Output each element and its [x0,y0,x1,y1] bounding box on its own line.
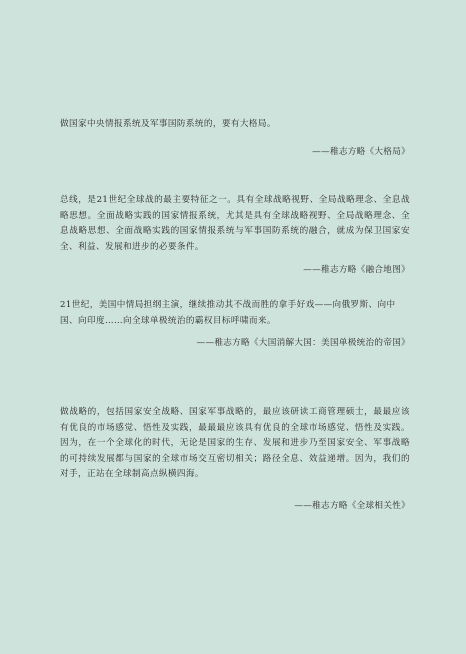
quote-attribution: ——稚志方略《全球相关性》 [294,500,410,511]
quote-block-1 [60,117,410,159]
quote-attribution: ——稚志方略《融合地图》 [303,265,410,275]
quote-block-2 [60,193,410,277]
quote-text: 总线，是21世纪全球战的最主要特征之一。具有全球战略视野、全局战略理念、全息战略思想。全面战略实践的国家情报系统，尤其是具有全球战略视野、全局战略理念、全息战略思想、全面战略实践的国家情报系统与军事国防系统的融合，就成为保卫国家安全、利益、发展和进步的必要条件。 [60,195,410,252]
quote-block-3 [60,298,410,350]
quote-attribution: ——稚志方略《大格局》 [312,146,410,157]
quote-text: 21世纪，美国中情局担纲主演，继续推动其不战而胜的拿手好戏——向俄罗斯、向中国、向印度……向全球单极统治的霸权目标呼啸而来。 [60,300,396,326]
quote-block-4 [60,405,410,513]
quote-text: 做国家中央情报系统及军事国防系统的，要有大格局。 [60,119,276,129]
quote-text: 做战略的，包括国家安全战略、国家军事战略的，最应该研读工商管理硕士，最最应该有优良的市场感觉、悟性及实践，最最最应该具有优良的全球市场感觉、悟性及实践。因为，在一个全球化的时代，无论是国家的生存、发展和进步乃至国家安全、军事战略的可持续发展都与国家的全球市场交互密切相关；路径全息、效益递增。因为，我们的对手，正站在全球制高点纵横四海。 [60,407,410,479]
quote-attribution: ——稚志方略《大国消解大国：美国单极统治的帝国》 [196,338,410,348]
